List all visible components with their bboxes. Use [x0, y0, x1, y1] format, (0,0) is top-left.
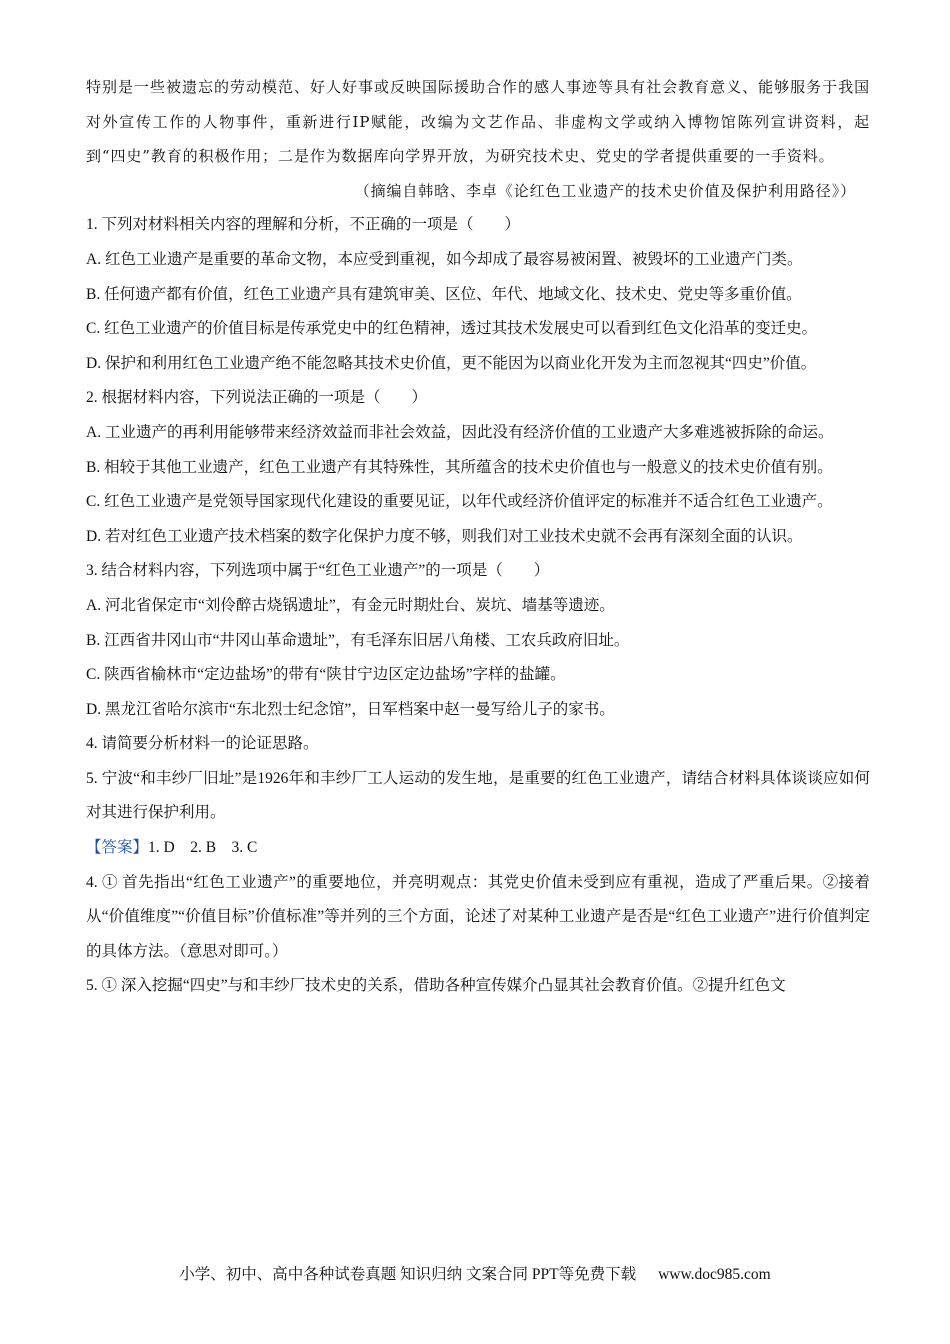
document-body	[86, 70, 870, 1004]
option-c: C. 陕西省榆林市“定边盐场”的带有“陕甘宁边区定边盐场”字样的盐罐。	[86, 666, 566, 684]
option-d: D. 黑龙江省哈尔滨市“东北烈士纪念馆”，日军档案中赵一曼写给儿子的家书。	[86, 700, 615, 718]
option-a: A. 红色工业遗产是重要的革命文物，本应受到重视，如今却成了最容易被闲置、被毁坏的工业遗产门类。	[86, 250, 803, 268]
question-stem: 2. 根据材料内容，下列说法正确的一项是（ ）	[86, 389, 428, 407]
option-c: C. 红色工业遗产的价值目标是传承党史中的红色精神，透过其技术发展史可以看到红色文化沿革的变迁史。	[86, 320, 818, 338]
question-5	[86, 762, 870, 831]
option-a: A. 河北省保定市“刘伶醉古烧锅遗址”，有金元时期灶台、炭坑、墙基等遗迹。	[86, 596, 615, 614]
answer-mc-line	[86, 831, 870, 866]
option-b: B. 任何遗产都有价值，红色工业遗产具有建筑审美、区位、年代、地域文化、技术史、党史等多重价值。	[86, 285, 802, 303]
question-stem: 3. 结合材料内容，下列选项中属于“红色工业遗产”的一项是（ ）	[86, 562, 550, 580]
question-stem: 1. 下列对材料相关内容的理解和分析，不正确的一项是（ ）	[86, 216, 521, 234]
question-4	[86, 727, 870, 762]
option-c: C. 红色工业遗产是党领导国家现代化建设的重要见证，以年代或经济价值评定的标准并不适合红色工业遗产。	[86, 493, 833, 511]
question-2	[86, 381, 870, 554]
footer-text: 小学、初中、高中各种试卷真题 知识归纳 文案合同 PPT等免费下载	[179, 1266, 637, 1283]
option-d: D. 若对红色工业遗产技术档案的数字化保护力度不够，则我们对工业技术史就不会再有深刻全面的认识。	[86, 527, 803, 545]
page-footer	[0, 1262, 950, 1284]
passage-paragraph: 特别是一些被遗忘的劳动模范、好人好事或反映国际援助合作的感人事迹等具有社会教育意义、能够服务于我国对外宣传工作的人物事件，重新进行IP赋能，改编为文艺作品、非虚构文学或纳入博物馆陈列宣讲资料，起到“四史”教育的积极作用；二是作为数据库向学界开放，为研究技术史、党史的学者提供重要的一手资料。	[86, 78, 870, 166]
footer-url[interactable]: www.doc985.com	[658, 1266, 771, 1283]
answer-section	[86, 831, 870, 1004]
passage-source: （摘编自韩晗、李卓《论红色工业遗产的技术史价值及保护利用路径》）	[354, 181, 856, 200]
option-a: A. 工业遗产的再利用能够带来经济效益而非社会效益，因此没有经济价值的工业遗产大多难逃被拆除的命运。	[86, 423, 834, 441]
answer-tag: 【答案】	[86, 839, 149, 857]
option-b: B. 江西省井冈山市“井冈山革命遗址”，有毛泽东旧居八角楼、工农兵政府旧址。	[86, 631, 630, 649]
answer-4: 4. ① 首先指出“红色工业遗产”的重要地位，并亮明观点：其党史价值未受到应有重视，造成了严重后果。②接着从“价值维度”“价值目标”价值标准”等并列的三个方面，论述了对某种工业遗产是否是“红色工业遗产”进行价值判定的具体方法。（意思对即可。）	[86, 873, 870, 960]
question-1	[86, 208, 870, 381]
answer-mc: 1. D 2. B 3. C	[148, 839, 258, 857]
question-stem: 4. 请简要分析材料一的论证思路。	[86, 735, 319, 753]
option-b: B. 相较于其他工业遗产，红色工业遗产有其特殊性，其所蕴含的技术史价值也与一般意义的技术史价值有别。	[86, 458, 833, 476]
question-stem: 5. 宁波“和丰纱厂旧址”是1926年和丰纱厂工人运动的发生地，是重要的红色工业遗产，请结合材料具体谈谈应如何对其进行保护利用。	[86, 769, 870, 822]
option-d: D. 保护和利用红色工业遗产绝不能忽略其技术史价值，更不能因为以商业化开发为主而忽视其“四史”价值。	[86, 354, 817, 372]
question-3	[86, 554, 870, 727]
answer-5: 5. ① 深入挖掘“四史”与和丰纱厂技术史的关系，借助各种宣传媒介凸显其社会教育价值。②提升红色文	[86, 977, 786, 995]
